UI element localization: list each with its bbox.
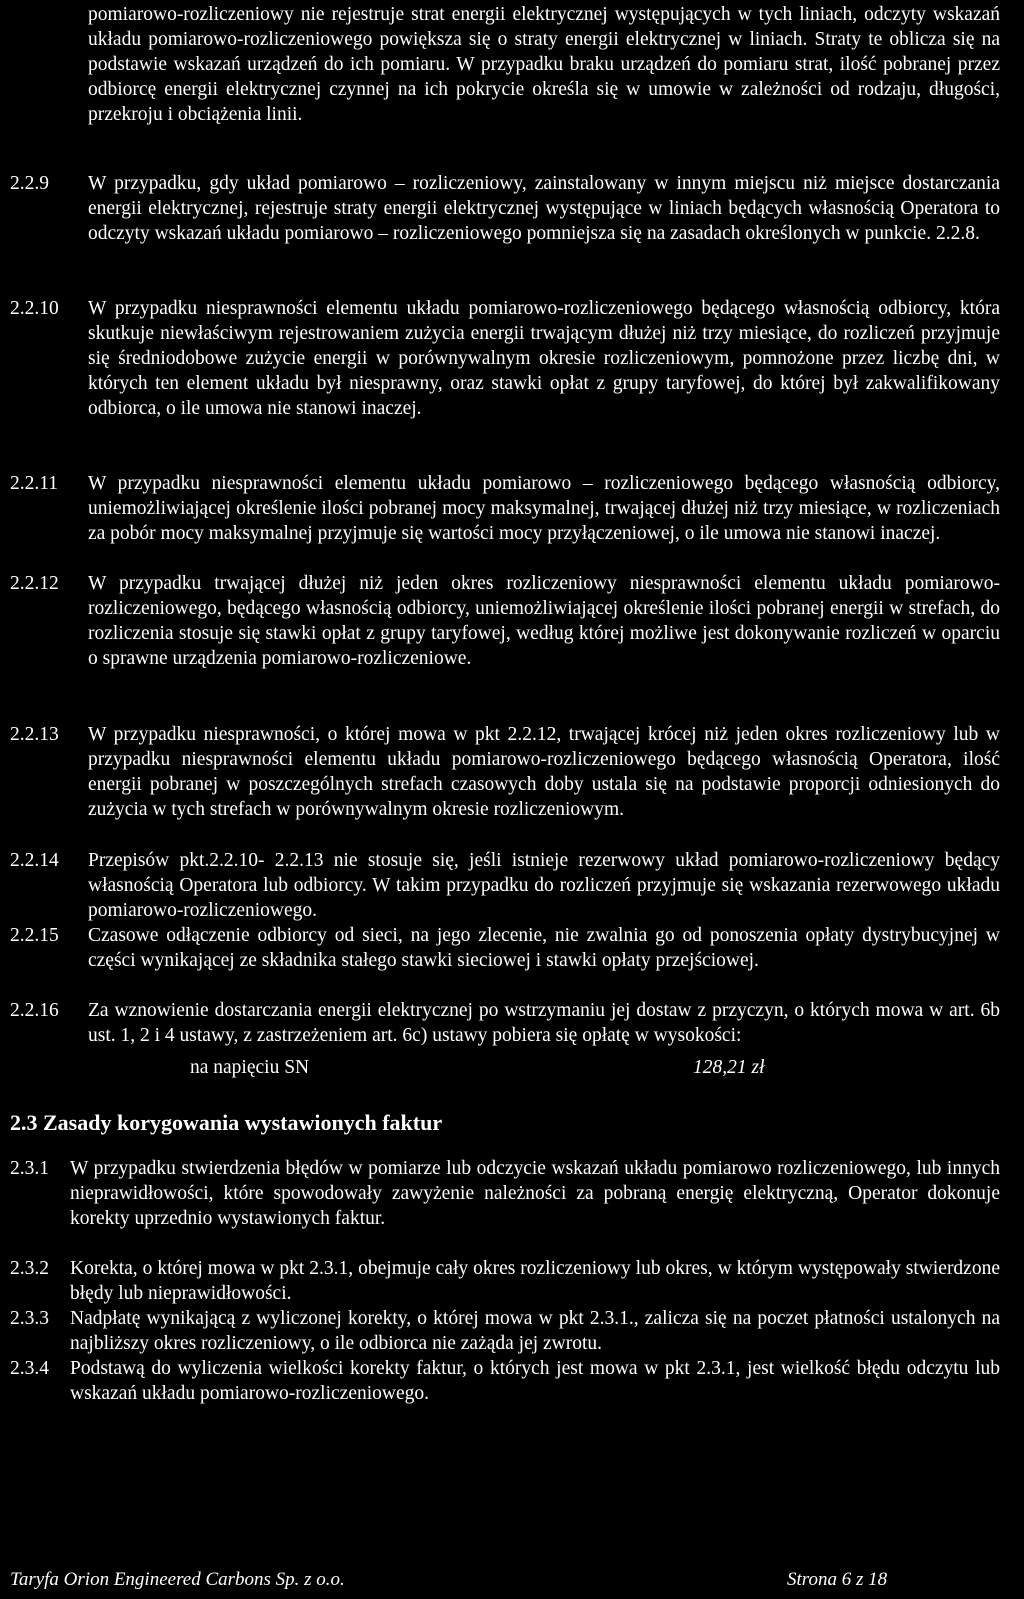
clause-2-2-12 xyxy=(10,571,1000,671)
clause-text: W przypadku niesprawności, o której mowa w pkt 2.2.12, trwającej krócej niż jeden okres rozliczeniowy lub w przypadku niesprawności elementu układu pomiarowo-rozliczeniowego będącego własnością Operatora, ilość energii pobranej w poszczególnych strefach czasowych doby ustala się na podstawie proporcji odniesionych do zużycia w tych strefach w porównywalnym okresie rozliczeniowym. xyxy=(88,724,1000,821)
clause-number: 2.2.10 xyxy=(10,298,59,319)
section-heading: 2.3 Zasady korygowania wystawionych faktur xyxy=(10,1110,443,1135)
clause-2-3-2 xyxy=(10,1256,1000,1306)
clause-2-2-15 xyxy=(10,923,1000,973)
clause-2-2-9 xyxy=(10,171,1000,246)
clause-text: W przypadku niesprawności elementu układu pomiarowo – rozliczeniowego będącego własnością odbiorcy, uniemożliwiającej określenie ilości pobranej mocy maksymalnej, trwającej dłużej niż trzy miesiące, w rozliczeniach za pobór mocy maksymalnej przyjmuje się wartości mocy przyłączeniowej, o ile umowa nie stanowi inaczej. xyxy=(88,473,1000,545)
clause-text: Korekta, o której mowa w pkt 2.3.1, obejmuje cały okres rozliczeniowy lub okres, w którym występowały stwierdzone błędy lub nieprawidłowości. xyxy=(70,1258,1000,1305)
clause-number: 2.3.1 xyxy=(10,1158,49,1179)
clause-number: 2.2.15 xyxy=(10,925,59,946)
clause-number: 2.2.14 xyxy=(10,850,59,871)
clause-2-2-10 xyxy=(10,296,1000,421)
clause-2-3-1 xyxy=(10,1156,1000,1231)
clause-2-2-14 xyxy=(10,848,1000,923)
clause-number: 2.3.3 xyxy=(10,1308,49,1329)
clause-number: 2.2.9 xyxy=(10,173,49,194)
clause-text: Czasowe odłączenie odbiorcy od sieci, na jego zlecenie, nie zwalnia go od ponoszenia opłaty dystrybucyjnej w części wynikającej ze składnika stałego stawki sieciowej i stawki opłaty przejściowej. xyxy=(88,925,1000,972)
fee-value: 128,21 zł xyxy=(693,1057,765,1078)
clause-number: 2.3.2 xyxy=(10,1258,49,1279)
footer-document-title: Taryfa Orion Engineered Carbons Sp. z o.o. xyxy=(10,1569,345,1590)
clause-2-3-3 xyxy=(10,1306,1000,1356)
clause-text: Za wznowienie dostarczania energii elektrycznej po wstrzymaniu jej dostaw z przyczyn, o których mowa w art. 6b ust. 1, 2 i 4 ustawy, z zastrzeżeniem art. 6c) ustawy pobiera się opłatę w wysokości: xyxy=(88,1000,1000,1047)
clause-2-3-4 xyxy=(10,1356,1000,1406)
clause-number: 2.2.13 xyxy=(10,724,59,745)
clause-number: 2.2.12 xyxy=(10,573,59,594)
clause-text: W przypadku niesprawności elementu układu pomiarowo-rozliczeniowego będącego własnością odbiorcy, która skutkuje niewłaściwym rejestrowaniem zużycia energii trwającym dłużej niż trzy miesiące, do rozliczeń przyjmuje się średniodobowe zużycie energii w porównywalnym okresie rozliczeniowym, pomnożone przez liczbę dni, w których ten element układu był niesprawny, oraz stawki opłat z grupy taryfowej, do której był zakwalifikowany odbiorca, o ile umowa nie stanowi inaczej. xyxy=(88,298,1000,420)
clause-text: W przypadku, gdy układ pomiarowo – rozliczeniowy, zainstalowany w innym miejscu niż miejsce dostarczania energii elektrycznej, rejestruje straty energii elektrycznej występujące w liniach będących własnością Operatora to odczyty wskazań układu pomiarowo – rozliczeniowego pomniejsza się na zasadach określonych w punkcie. 2.2.8. xyxy=(88,173,1000,245)
clause-number: 2.2.16 xyxy=(10,1000,59,1021)
footer-page-number: Strona 6 z 18 xyxy=(787,1569,888,1590)
clause-2-2-11 xyxy=(10,471,1000,546)
clause-text: Nadpłatę wynikającą z wyliczonej korekty, o której mowa w pkt 2.3.1., zalicza się na poczet płatności ustalonych na najbliższy okres rozliczeniowy, o ile odbiorca nie zażąda jej zwrotu. xyxy=(70,1308,1000,1355)
clause-number: 2.3.4 xyxy=(10,1358,49,1379)
intro-paragraph: pomiarowo-rozliczeniowy nie rejestruje strat energii elektrycznej występujących w tych liniach, odczyty wskazań układu pomiarowo-rozliczeniowego powiększa się o straty energii elektrycznej w liniach. Straty te oblicza się na podstawie wskazań urządzeń do ich pomiaru. W przypadku braku urządzeń do pomiaru strat, ilość pobranej przez odbiorcę energii elektrycznej czynnej na ich pokrycie określa się w umowie w zależności od rodzaju, długości, przekroju i obciążenia linii. xyxy=(88,4,1000,126)
clause-number: 2.2.11 xyxy=(10,473,59,494)
clause-2-2-16 xyxy=(10,998,1000,1048)
fee-label: na napięciu SN xyxy=(190,1057,310,1078)
clause-text: W przypadku trwającej dłużej niż jeden okres rozliczeniowy niesprawności elementu układu pomiarowo-rozliczeniowego, będącego własnością odbiorcy, uniemożliwiającej określenie ilości pobranej energii w strefach, do rozliczenia stosuje się stawki opłat z grupy taryfowej, według której możliwe jest dokonywanie rozliczeń w oparciu o sprawne urządzenia pomiarowo-rozliczeniowe. xyxy=(88,573,1000,670)
clause-text: W przypadku stwierdzenia błędów w pomiarze lub odczycie wskazań układu pomiarowo rozliczeniowego, lub innych nieprawidłowości, które spowodowały zawyżenie należności za pobraną energię elektryczną, Operator dokonuje korekty uprzednio wystawionych faktur. xyxy=(70,1158,1000,1230)
clause-2-2-13 xyxy=(10,722,1000,822)
clause-text: Przepisów pkt.2.2.10- 2.2.13 nie stosuje się, jeśli istnieje rezerwowy układ pomiarowo-rozliczeniowy będący własnością Operatora lub odbiorcy. W takim przypadku do rozliczeń przyjmuje się wskazania rezerwowego układu pomiarowo-rozliczeniowego. xyxy=(88,850,1000,922)
clause-text: Podstawą do wyliczenia wielkości korekty faktur, o których jest mowa w pkt 2.3.1, jest wielkość błędu odczytu lub wskazań układu pomiarowo-rozliczeniowego. xyxy=(70,1358,1000,1405)
